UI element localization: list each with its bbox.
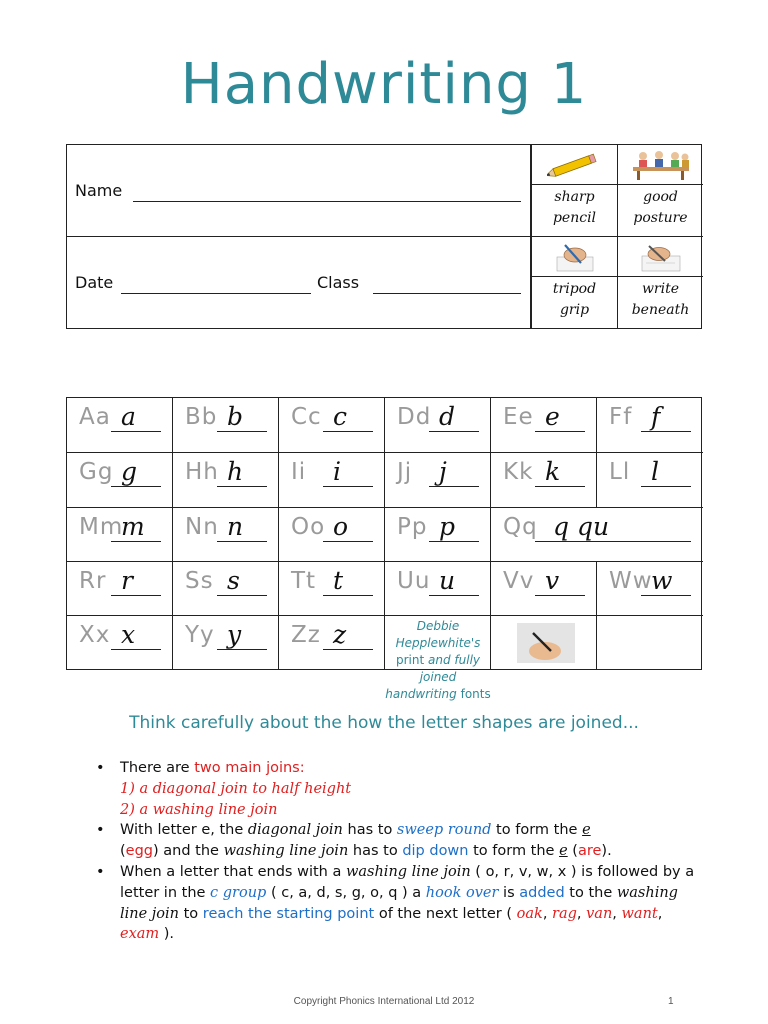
joining-rules-list	[96, 758, 706, 945]
writing-line[interactable]	[111, 595, 161, 596]
rule-text: ,	[542, 905, 553, 922]
instruction-heading: Think carefully about the how the letter shapes are joined...	[129, 713, 639, 733]
letter-cell	[597, 398, 703, 453]
date-field[interactable]	[121, 293, 311, 294]
letter-cell	[279, 398, 385, 453]
writing-line[interactable]	[535, 431, 585, 432]
letter-cell	[279, 453, 385, 508]
letter-cell	[385, 562, 491, 616]
example-word: want	[621, 905, 658, 922]
letter-cell	[173, 453, 279, 508]
print-letters: Nn	[185, 514, 219, 540]
name-field[interactable]	[133, 201, 521, 202]
credit-line	[385, 652, 491, 686]
print-letters: Hh	[185, 459, 219, 485]
letter-cell	[597, 453, 703, 508]
letter-cell	[67, 616, 173, 670]
writing-line[interactable]	[111, 486, 161, 487]
rule-term: diagonal join	[247, 822, 343, 839]
rule-highlight: two main joins:	[194, 760, 305, 776]
letter-cell	[67, 562, 173, 616]
cursive-letters: t	[333, 566, 344, 595]
cursive-letters: u	[439, 566, 456, 595]
cursive-letters: n	[227, 512, 244, 541]
print-letters: Kk	[503, 459, 534, 485]
alphabet-grid	[66, 397, 702, 701]
writing-hand-icon	[618, 237, 703, 277]
tip-sharp-line2: pencil	[552, 210, 597, 226]
pencil-icon	[532, 145, 617, 185]
print-letters: Gg	[79, 459, 114, 485]
cursive-letters: o	[333, 512, 349, 541]
writing-hand-photo	[517, 623, 575, 663]
example-word: exam	[120, 926, 160, 943]
rule-highlight: added	[519, 884, 565, 901]
cursive-letters: f	[651, 402, 661, 431]
cursive-letters: p	[439, 512, 456, 541]
print-letters: Mm	[79, 514, 124, 540]
print-letters: Ff	[609, 404, 633, 430]
letter-cell	[173, 616, 279, 670]
letter-cell	[279, 562, 385, 616]
page-number: 1	[668, 996, 674, 1007]
writing-photo-cell	[491, 616, 597, 670]
cursive-letters: a	[121, 402, 136, 431]
cursive-letters: y	[227, 620, 242, 649]
writing-line[interactable]	[429, 486, 479, 487]
cursive-example: e	[559, 843, 568, 860]
list-item	[96, 758, 706, 820]
cursive-letters: s	[227, 566, 240, 595]
cursive-letters: i	[333, 457, 341, 486]
writing-line[interactable]	[323, 541, 373, 542]
tripod-grip-icon	[532, 237, 617, 277]
letter-cell	[173, 398, 279, 453]
writing-line[interactable]	[535, 595, 585, 596]
cursive-letters: c	[333, 402, 348, 431]
writing-line[interactable]	[429, 541, 479, 542]
bullet-icon: •	[96, 863, 105, 880]
rule-text: (	[120, 843, 126, 860]
washing-line-join-label: 2) a washing line join	[120, 801, 278, 818]
print-letters: Yy	[185, 622, 215, 648]
print-letters: Uu	[397, 568, 431, 594]
rule-text: ( o, r, v, w, x ) is followed by a letter in the	[120, 863, 695, 901]
cursive-letters: j	[439, 457, 447, 486]
rule-highlight: c group	[210, 884, 267, 901]
rule-text: ( c, a, d, s, g, o, q ) a	[266, 884, 426, 901]
rule-term: washing line join	[120, 884, 678, 922]
letter-cell	[385, 398, 491, 453]
tip-write-beneath	[617, 237, 703, 328]
credit-joined: and fully joined	[419, 653, 481, 684]
print-letters: Dd	[397, 404, 432, 430]
rule-highlight: dip down	[402, 843, 469, 860]
rule-highlight: reach the starting point	[202, 905, 375, 922]
cursive-letters: k	[545, 457, 561, 486]
cursive-letters: d	[439, 402, 456, 431]
writing-line[interactable]	[535, 541, 691, 542]
writing-line[interactable]	[641, 486, 691, 487]
name-label: Name	[75, 181, 123, 200]
rule-text: There are	[120, 760, 195, 776]
cursive-letters: v	[545, 566, 560, 595]
print-letters: Vv	[503, 568, 535, 594]
list-item	[96, 820, 706, 862]
rule-text: to	[179, 905, 203, 922]
tip-write-line2: beneath	[631, 302, 690, 318]
writing-line[interactable]	[323, 431, 373, 432]
writing-line[interactable]	[429, 595, 479, 596]
print-letters: Oo	[291, 514, 326, 540]
letter-cell	[491, 562, 597, 616]
example-word: rag	[552, 905, 577, 922]
writing-line[interactable]	[217, 431, 267, 432]
tip-tripod-line1: tripod	[552, 281, 597, 297]
letter-cell	[173, 562, 279, 616]
rule-text: When a letter that ends with a	[120, 863, 346, 880]
letter-cell	[491, 453, 597, 508]
print-letters: Jj	[397, 459, 413, 485]
cursive-letters: e	[545, 402, 560, 431]
rule-text: to form the	[491, 822, 583, 839]
rule-text: ,	[576, 905, 587, 922]
rule-text: (	[567, 843, 578, 860]
writing-line[interactable]	[641, 431, 691, 432]
date-label: Date	[75, 273, 114, 292]
rule-highlight: hook over	[425, 884, 499, 901]
tip-sharp-pencil	[531, 145, 617, 237]
rule-text: With letter	[120, 822, 202, 839]
font-credit	[385, 616, 491, 701]
letter-cell	[67, 508, 173, 562]
date-class-row	[67, 237, 531, 328]
letter-cell	[385, 508, 491, 562]
tip-tripod-line2: grip	[559, 302, 590, 318]
tip-posture-line1: good	[643, 189, 678, 205]
header-form-table	[66, 144, 702, 329]
rule-term: washing line join	[223, 843, 349, 860]
rule-term: washing line join	[345, 863, 471, 880]
bullet-icon: •	[96, 822, 105, 839]
writing-line[interactable]	[641, 595, 691, 596]
cursive-letters: g	[121, 457, 138, 486]
rule-text: ).	[601, 843, 612, 860]
list-item	[96, 862, 706, 945]
rule-highlight: sweep round	[396, 822, 492, 839]
name-row	[67, 145, 531, 237]
writing-line[interactable]	[217, 486, 267, 487]
rule-text: has to	[342, 822, 397, 839]
example-word: oak	[516, 905, 543, 922]
cursive-letters: m	[121, 512, 145, 541]
tip-write-line1: write	[641, 281, 680, 297]
cursive-example: e	[582, 822, 591, 839]
tip-sharp-line1: sharp	[554, 189, 595, 205]
rule-text: of the next letter (	[374, 905, 517, 922]
letter-cell	[491, 508, 703, 562]
credit-handwriting: handwriting	[385, 687, 457, 701]
writing-line[interactable]	[217, 649, 267, 650]
credit-line	[385, 686, 491, 703]
font-credit-text	[385, 618, 491, 703]
page-title: Handwriting 1	[180, 52, 588, 117]
writing-line[interactable]	[111, 431, 161, 432]
credit-print: print	[395, 653, 425, 667]
print-letters: Ss	[185, 568, 214, 594]
rule-text: ,	[612, 905, 622, 922]
rule-text: is	[498, 884, 520, 901]
writing-line[interactable]	[217, 541, 267, 542]
copyright-footer: Copyright Phonics International Ltd 2012	[293, 996, 475, 1007]
writing-line[interactable]	[535, 486, 585, 487]
rule-text: has to	[348, 843, 403, 860]
writing-line[interactable]	[323, 486, 373, 487]
tip-good-posture	[617, 145, 703, 237]
print-letters: Pp	[397, 514, 428, 540]
class-field[interactable]	[373, 293, 521, 294]
example-word: van	[586, 905, 613, 922]
credit-line: Debbie Hepplewhite's	[395, 619, 481, 650]
cursive-letters: h	[227, 457, 244, 486]
cursive-letters: q qu	[553, 512, 610, 541]
print-letters: Ii	[291, 459, 307, 485]
cursive-letters: l	[651, 457, 659, 486]
print-letters: Cc	[291, 404, 322, 430]
bullet-icon: •	[96, 760, 105, 776]
print-letters: Tt	[291, 568, 317, 594]
writing-line[interactable]	[429, 431, 479, 432]
cursive-letters: w	[651, 566, 673, 595]
diagonal-join-label: 1) a diagonal join to half height	[120, 780, 352, 797]
tip-tripod-grip	[531, 237, 617, 328]
print-letters: Ee	[503, 404, 534, 430]
letter-cell	[173, 508, 279, 562]
writing-line[interactable]	[323, 595, 373, 596]
cursive-letters: z	[333, 620, 347, 649]
rule-text: ,	[657, 905, 663, 922]
letter-cell	[67, 453, 173, 508]
credit-fonts: fonts	[460, 687, 491, 701]
letter-cell	[279, 616, 385, 670]
cursive-letters: b	[227, 402, 244, 431]
example-word: egg	[125, 843, 154, 860]
writing-line[interactable]	[323, 649, 373, 650]
letter-cell	[67, 398, 173, 453]
letter-cell	[597, 562, 703, 616]
print-letters: Zz	[291, 622, 321, 648]
rule-text: to form the	[468, 843, 560, 860]
classroom-icon	[618, 145, 703, 185]
writing-line[interactable]	[111, 541, 161, 542]
print-letters: Bb	[185, 404, 218, 430]
rule-text: ) and the	[153, 843, 224, 860]
cursive-letters: r	[121, 566, 133, 595]
print-letters: Ll	[609, 459, 631, 485]
example-word: are	[577, 843, 602, 860]
tip-posture-line2: posture	[633, 210, 688, 226]
print-letters: Ww	[609, 568, 653, 594]
rule-text: to the	[564, 884, 617, 901]
print-letters: Qq	[503, 514, 538, 540]
rule-text: e	[201, 822, 211, 839]
print-letters: Xx	[79, 622, 111, 648]
cursive-letters: x	[121, 620, 136, 649]
class-label: Class	[317, 273, 360, 292]
rule-text: , the	[210, 822, 248, 839]
print-letters: Aa	[79, 404, 111, 430]
letter-cell	[279, 508, 385, 562]
writing-line[interactable]	[111, 649, 161, 650]
letter-cell	[491, 398, 597, 453]
writing-line[interactable]	[217, 595, 267, 596]
print-letters: Rr	[79, 568, 107, 594]
letter-cell	[385, 453, 491, 508]
rule-text: ).	[159, 926, 175, 943]
